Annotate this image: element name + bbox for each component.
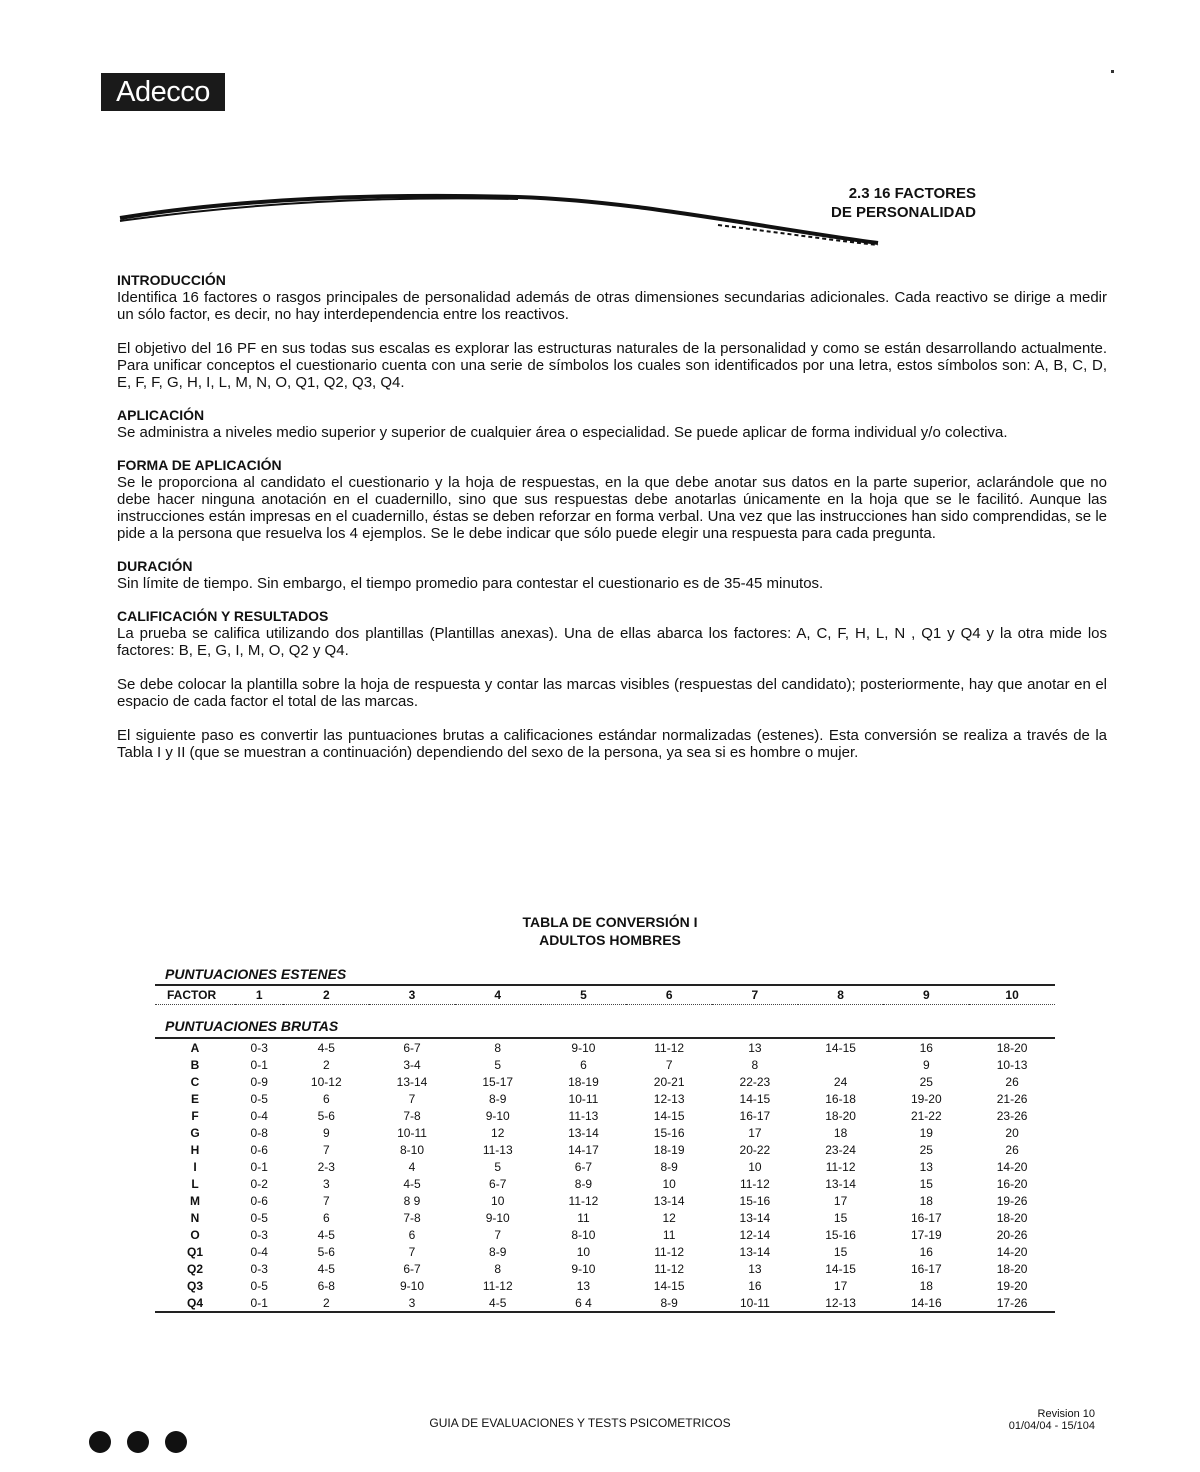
table-cell: 20-26 [996,1227,1028,1242]
table-cell: 2 [283,1294,369,1312]
table-cell: 11-12 [654,1261,685,1276]
table-cell: 6 [322,1091,330,1106]
table-cell: 7-8 [403,1210,421,1225]
table-cell: 8-10 [399,1142,425,1157]
table-cell: 9-10 [399,1278,425,1293]
table-cell: 10-11 [568,1091,599,1106]
table-cell: 15 [833,1244,848,1259]
table-cell: 16-18 [825,1091,856,1106]
calificacion-paragraph-1: La prueba se califica utilizando dos plantillas (Plantillas anexas). Una de ellas abarca los factores: A, C, F, H, L, N , Q1 y Q4 y la otra mide los factores: B, E, G, I, M, O, Q2 y Q4. [117,625,1107,659]
table-cell: 23-26 [996,1108,1028,1123]
table-cell: 5-6 [317,1108,335,1123]
table-cell: 3 [322,1176,330,1191]
header-esten-10: 10 [969,985,1055,1005]
dot-icon [127,1431,149,1453]
table-cell: 4-5 [317,1261,335,1276]
table-cell: 14-15 [739,1091,771,1106]
scan-speck [1111,70,1114,73]
heading-calificacion: CALIFICACIÓN Y RESULTADOS [117,608,329,624]
row-factor-label: Q4 [155,1294,235,1312]
table-cell: 10 [748,1159,762,1174]
table-cell: 17 [833,1278,848,1293]
table-cell: 13-14 [568,1125,599,1140]
row-factor-label: G [190,1125,200,1140]
table-row [155,1294,1055,1312]
table-cell: 7 [408,1244,416,1259]
table-row [155,1090,1055,1107]
table-cell: 11-13 [482,1142,513,1157]
table-cell [798,1056,884,1073]
table-cell: 8-9 [489,1091,507,1106]
calificacion-paragraph-3: El siguiente paso es convertir las puntuaciones brutas a calificaciones estándar normalizadas (estenes). Esta conversión se realiza a través de la Tabla I y II (que se muestran a continuación) dependiendo del sexo de la persona, ya sea si es hombre o mujer. [117,727,1107,761]
aplicacion-paragraph: Se administra a niveles medio superior y superior de cualquier área o especialidad. Se puede aplicar de forma individual y/o colectiva. [117,424,1008,441]
table-cell: 6 [322,1210,330,1225]
table-cell: 8-9 [574,1176,593,1191]
table-cell: 17 [833,1193,848,1208]
table-cell: 8 [494,1261,502,1276]
heading-forma-aplicacion: FORMA DE APLICACIÓN [117,457,282,473]
dot-icon [165,1431,187,1453]
table-cell: 25 [919,1074,933,1089]
table-cell: 10-12 [310,1074,342,1089]
table-cell: 14-20 [996,1159,1028,1174]
table-cell: 4-5 [283,1038,369,1056]
section-title-line-2: DE PERSONALIDAD [830,204,976,221]
table-cell: 14-17 [568,1142,599,1157]
table-cell: 0-6 [250,1142,268,1157]
table-cell: 5 [494,1159,502,1174]
table-cell: 6-7 [574,1159,593,1174]
header-esten-9: 9 [883,985,969,1005]
table-cell: 9 [922,1057,930,1072]
table-row [155,1107,1055,1124]
table-cell: 7-8 [403,1108,421,1123]
table-cell: 5 [494,1057,502,1072]
table-cell: 9-10 [571,1261,596,1276]
table-cell: 11-12 [626,1038,712,1056]
table-cell: 0-5 [250,1091,268,1106]
table-cell: 8 9 [403,1193,421,1208]
table-cell: 4-5 [317,1227,335,1242]
table-cell: 2-3 [317,1159,335,1174]
table-title [440,913,780,949]
row-factor-label: M [190,1193,200,1208]
table-cell: 0-1 [250,1057,268,1072]
table-cell: 23-24 [825,1142,856,1157]
table-cell: 4-5 [403,1176,421,1191]
table-cell: 20-21 [653,1074,685,1089]
header-factor: FACTOR [155,985,235,1005]
table-cell: 0-3 [235,1038,283,1056]
table-cell: 18-19 [568,1074,599,1089]
table-cell: 13 [919,1159,933,1174]
row-factor-label: Q3 [186,1278,203,1293]
table-cell: 21-22 [910,1108,942,1123]
table-cell: 8-9 [660,1159,678,1174]
table-cell: 15-17 [482,1074,514,1089]
table-cell: 5-6 [317,1244,335,1259]
row-factor-label: N [190,1210,200,1225]
table-cell: 15-16 [739,1193,771,1208]
table-cell: 7 [322,1142,330,1157]
footer-guide-title: GUIA DE EVALUACIONES Y TESTS PSICOMETRICOS [429,1416,731,1430]
heading-duracion: DURACIÓN [117,558,193,574]
header-esten-5: 5 [541,985,627,1005]
row-factor-label: C [190,1074,200,1089]
conversion-table [155,984,1055,1313]
label-puntuaciones-brutas: PUNTUACIONES BRUTAS [165,1018,339,1034]
table-cell: 0-6 [250,1193,268,1208]
table-cell: 14-15 [825,1261,856,1276]
table-cell: 19-20 [910,1091,942,1106]
table-cell: 2 [322,1057,330,1072]
table-cell: 9-10 [485,1108,510,1123]
table-cell: 17-26 [969,1294,1055,1312]
table-cell: 10-11 [712,1294,798,1312]
table-title-line-2: ADULTOS HOMBRES [539,932,681,948]
row-factor-label: Q2 [186,1261,203,1276]
calificacion-paragraph-2: Se debe colocar la plantilla sobre la hoja de respuesta y contar las marcas visibles (respuestas del candidato); posteriormente, hay que anotar en el espacio de cada factor el total de las marcas. [117,676,1107,710]
footer-revision-label: Revision 10 [1037,1408,1095,1420]
table-cell: 0-3 [250,1261,268,1276]
table-cell: 11-12 [654,1244,685,1259]
row-factor-label: I [193,1159,197,1174]
table-cell: 20 [1005,1125,1019,1140]
table-cell: 18-20 [969,1038,1055,1056]
table-cell: 6 [408,1227,416,1242]
table-cell: 16-17 [910,1210,942,1225]
table-cell: 17 [748,1125,762,1140]
table-cell: 7 [494,1227,502,1242]
section-title [760,184,976,222]
body-text [117,272,1107,761]
table-row [155,1277,1055,1294]
table-cell: 12 [662,1210,676,1225]
table-cell: 25 [919,1142,933,1157]
table-row [155,1038,1055,1056]
table-cell: 10 [662,1176,676,1191]
table-cell: 7 [322,1193,330,1208]
table-cell: 13 [576,1278,591,1293]
table-row [155,1175,1055,1192]
table-cell: 18 [919,1278,933,1293]
table-row [155,1192,1055,1209]
table-cell: 13-14 [396,1074,428,1089]
table-cell: 15-16 [825,1227,856,1242]
table-cell: 26 [1005,1142,1019,1157]
heading-introduccion: INTRODUCCIÓN [117,272,226,288]
table-cell: 13-14 [739,1244,771,1259]
row-factor-label: Q1 [186,1244,203,1259]
table-cell: 8-9 [489,1244,507,1259]
row-factor-label: A [155,1038,235,1056]
row-factor-label: O [190,1227,200,1242]
table-cell: 9-10 [541,1038,627,1056]
table-row [155,1073,1055,1090]
table-cell: 16 [883,1038,969,1056]
table-cell: 24 [833,1074,848,1089]
table-cell: 26 [1005,1074,1019,1089]
table-cell: 8-10 [571,1227,596,1242]
table-cell: 19 [919,1125,933,1140]
table-cell: 16-20 [996,1176,1028,1191]
table-cell: 8 [751,1057,759,1072]
header-esten-2: 2 [283,985,369,1005]
table-cell: 8-9 [626,1294,712,1312]
table-cell: 0-9 [250,1074,268,1089]
table-cell: 10 [576,1244,591,1259]
table-cell: 13 [712,1038,798,1056]
header-esten-6: 6 [626,985,712,1005]
table-cell: 16-17 [910,1261,942,1276]
table-cell: 0-5 [250,1278,268,1293]
header-esten-7: 7 [712,985,798,1005]
row-factor-label: F [191,1108,199,1123]
table-cell: 22-23 [739,1074,771,1089]
table-cell: 20-22 [739,1142,771,1157]
header-esten-3: 3 [369,985,455,1005]
table-cell: 6-7 [369,1038,455,1056]
table-cell: 16 [748,1278,762,1293]
row-factor-label: H [190,1142,200,1157]
table-cell: 19-26 [996,1193,1028,1208]
table-cell: 3 [369,1294,455,1312]
table-row [155,1124,1055,1141]
table-cell: 13-14 [825,1176,856,1191]
table-row [155,1209,1055,1226]
table-cell: 14-20 [996,1244,1028,1259]
table-cell: 18 [919,1193,933,1208]
table-cell: 8 [455,1038,541,1056]
table-cell: 7 [408,1091,416,1106]
table-row [155,1260,1055,1277]
table-cell: 13-14 [653,1193,685,1208]
table-cell: 10-11 [397,1125,427,1140]
heading-aplicacion: APLICACIÓN [117,407,205,423]
table-cell: 16 [919,1244,933,1259]
table-title-line-1: TABLA DE CONVERSIÓN I [522,914,698,930]
header-esten-4: 4 [455,985,541,1005]
table-cell: 19-20 [996,1278,1028,1293]
intro-paragraph-2: El objetivo del 16 PF en sus todas sus escalas es explorar las estructuras naturales de la personalidad y como se están desarrollando actualmente. Para unificar conceptos el cuestionario cuenta con una serie de símbolos los cuales son identificados por una letra, estos símbolos son: A, B, C, D, E, F, F, G, H, I, L, M, N, O, Q1, Q2, Q3, Q4. [117,340,1107,391]
table-cell: 0-5 [250,1210,268,1225]
table-cell: 16-17 [739,1108,771,1123]
table-row [155,1158,1055,1175]
forma-paragraph: Se le proporciona al candidato el cuestionario y la hoja de respuestas, en la que debe anotar sus datos en la parte superior, aclarándole que no debe hacer ninguna anotación en el cuadernillo, sino que sus respuestas debe anotarlas únicamente en la hoja que se le facilitó. Aunque las instrucciones están impresas en el cuadernillo, éstas se deben reforzar en forma verbal. Una vez que las instrucciones han sido comprendidas, se le pide a la persona que resuelva los 4 ejemplos. Se le debe indicar que sólo puede elegir una respuesta para cada pregunta. [117,474,1107,542]
table-cell: 15-16 [653,1125,685,1140]
label-puntuaciones-estenes: PUNTUACIONES ESTENES [165,966,347,982]
table-row [155,1243,1055,1260]
row-factor-label: B [190,1057,200,1072]
table-cell: 11-12 [739,1176,770,1191]
table-cell: 0-8 [250,1125,268,1140]
table-cell: 6-7 [403,1261,421,1276]
table-cell: 14-15 [798,1038,884,1056]
table-cell: 3-4 [403,1057,421,1072]
table-cell: 17-19 [910,1227,942,1242]
table-cell: 6 4 [541,1294,627,1312]
table-cell: 18-20 [996,1261,1028,1276]
duracion-paragraph: Sin límite de tiempo. Sin embargo, el tiempo promedio para contestar el cuestionario es de 35-45 minutos. [117,575,824,592]
table-cell: 9 [322,1125,330,1140]
table-cell: 6-7 [489,1176,507,1191]
header-esten-8: 8 [798,985,884,1005]
dot-icon [89,1431,111,1453]
table-cell: 0-1 [235,1294,283,1312]
footer-revision-date: 01/04/04 - 15/104 [1008,1420,1095,1432]
table-cell: 11 [577,1210,590,1225]
table-cell: 0-3 [250,1227,268,1242]
table-header-row [155,985,1055,1005]
table-cell: 21-26 [996,1091,1028,1106]
table-cell: 11-13 [568,1108,599,1123]
table-cell: 13 [748,1261,762,1276]
table-cell: 15 [919,1176,933,1191]
table-cell: 0-4 [250,1244,268,1259]
header-esten-1: 1 [235,985,283,1005]
table-cell: 12-14 [739,1227,771,1242]
table-cell: 10 [491,1193,505,1208]
table-row [155,1141,1055,1158]
table-row [155,1056,1055,1073]
table-cell: 15 [833,1210,848,1225]
table-cell: 6 [580,1057,587,1072]
footer-revision [960,1408,1095,1432]
table-cell: 11-12 [825,1159,856,1174]
section-title-line-1: 2.3 16 FACTORES [848,185,976,202]
table-cell: 6-8 [317,1278,335,1293]
row-factor-label: E [190,1091,199,1106]
table-cell: 12 [491,1125,505,1140]
table-cell: 14-15 [653,1278,685,1293]
table-cell: 7 [665,1057,673,1072]
table-cell: 13-14 [739,1210,771,1225]
table-cell: 11-12 [568,1193,599,1208]
table-cell: 0-1 [250,1159,268,1174]
table-cell: 18-20 [996,1210,1028,1225]
table-cell: 4 [408,1159,416,1174]
table-cell: 12-13 [798,1294,884,1312]
table-cell: 0-4 [250,1108,268,1123]
table-cell: 18-19 [653,1142,685,1157]
table-cell: 10-13 [996,1057,1028,1072]
table-cell: 9-10 [485,1210,510,1225]
table-row [155,1226,1055,1243]
footer-dots [89,1431,203,1458]
table-cell: 4-5 [455,1294,541,1312]
table-cell: 11 [662,1227,676,1242]
table-cell: 12-13 [653,1091,685,1106]
intro-paragraph-1: Identifica 16 factores o rasgos principales de personalidad además de otras dimensiones secundarias adicionales. Cada reactivo se dirige a medir un sólo factor, es decir, no hay interdependencia entre los reactivos. [117,289,1107,323]
table-cell: 18 [833,1125,848,1140]
table-cell: 14-16 [883,1294,969,1312]
table-cell: 0-2 [250,1176,268,1191]
table-cell: 11-12 [482,1278,513,1293]
row-factor-label: L [191,1176,199,1191]
adecco-logo: Adecco [101,73,225,111]
table-cell: 14-15 [653,1108,685,1123]
table-cell: 18-20 [825,1108,856,1123]
